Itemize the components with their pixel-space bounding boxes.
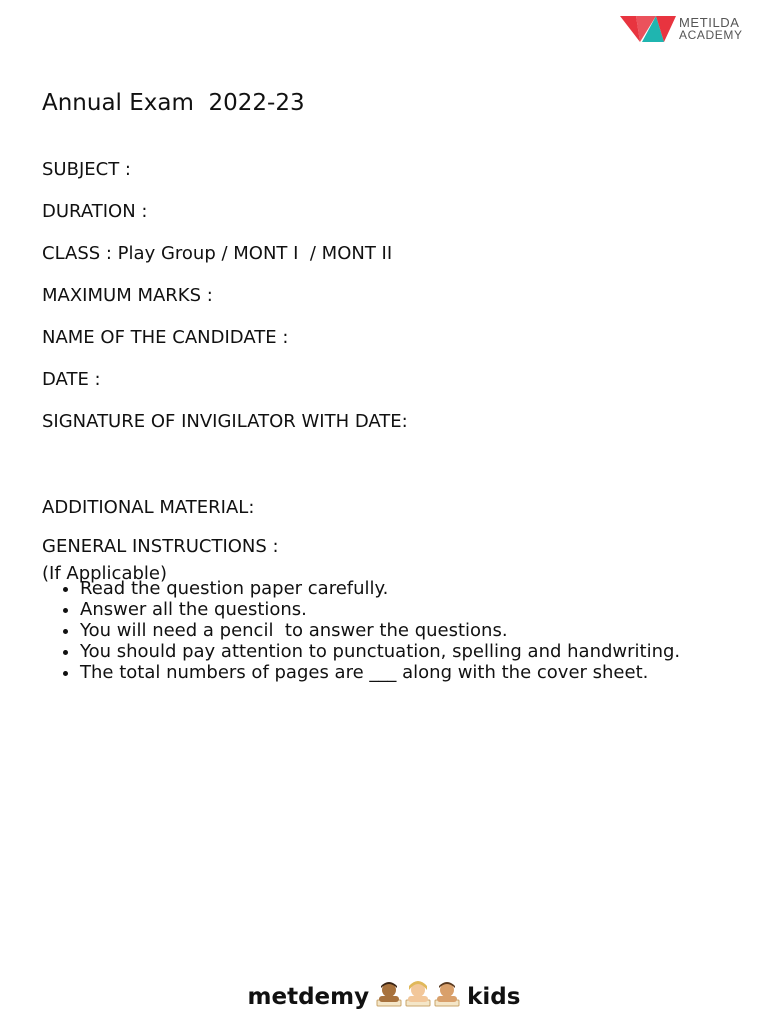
academy-logo-icon	[620, 14, 676, 44]
footer-brand-right: kids	[467, 984, 521, 1010]
field-invigilator-signature: SIGNATURE OF INVIGILATOR WITH DATE:	[42, 411, 408, 432]
logo-text	[679, 16, 743, 42]
logo-line-1: METILDA	[679, 15, 740, 30]
academy-logo	[620, 14, 743, 44]
field-additional-material-label: ADDITIONAL MATERIAL:	[42, 497, 255, 518]
instructions-list	[58, 578, 740, 683]
field-duration: DURATION :	[42, 201, 148, 222]
list-item: • You will need a pencil to answer the questions.	[80, 620, 740, 641]
field-candidate-name: NAME OF THE CANDIDATE :	[42, 327, 289, 348]
instructions-heading: GENERAL INSTRUCTIONS :	[42, 536, 279, 557]
list-item: • Answer all the questions.	[80, 599, 740, 620]
list-item: • Read the question paper carefully.	[80, 578, 740, 599]
footer-brand-left: metdemy	[247, 984, 370, 1010]
page-title: Annual Exam 2022-23	[42, 90, 305, 116]
field-additional-material-note: (If Applicable)	[42, 563, 168, 584]
field-maximum-marks: MAXIMUM MARKS :	[42, 285, 213, 306]
list-item: • You should pay attention to punctuation, spelling and handwriting.	[80, 641, 740, 662]
field-date: DATE :	[42, 369, 101, 390]
footer-brand	[0, 978, 768, 1010]
logo-line-2: ACADEMY	[679, 28, 743, 42]
field-class: CLASS : Play Group / MONT I / MONT II	[42, 243, 393, 264]
field-subject: SUBJECT :	[42, 159, 131, 180]
reading-kids-icon	[375, 978, 461, 1008]
list-item: • The total numbers of pages are ___ along with the cover sheet.	[80, 662, 740, 683]
